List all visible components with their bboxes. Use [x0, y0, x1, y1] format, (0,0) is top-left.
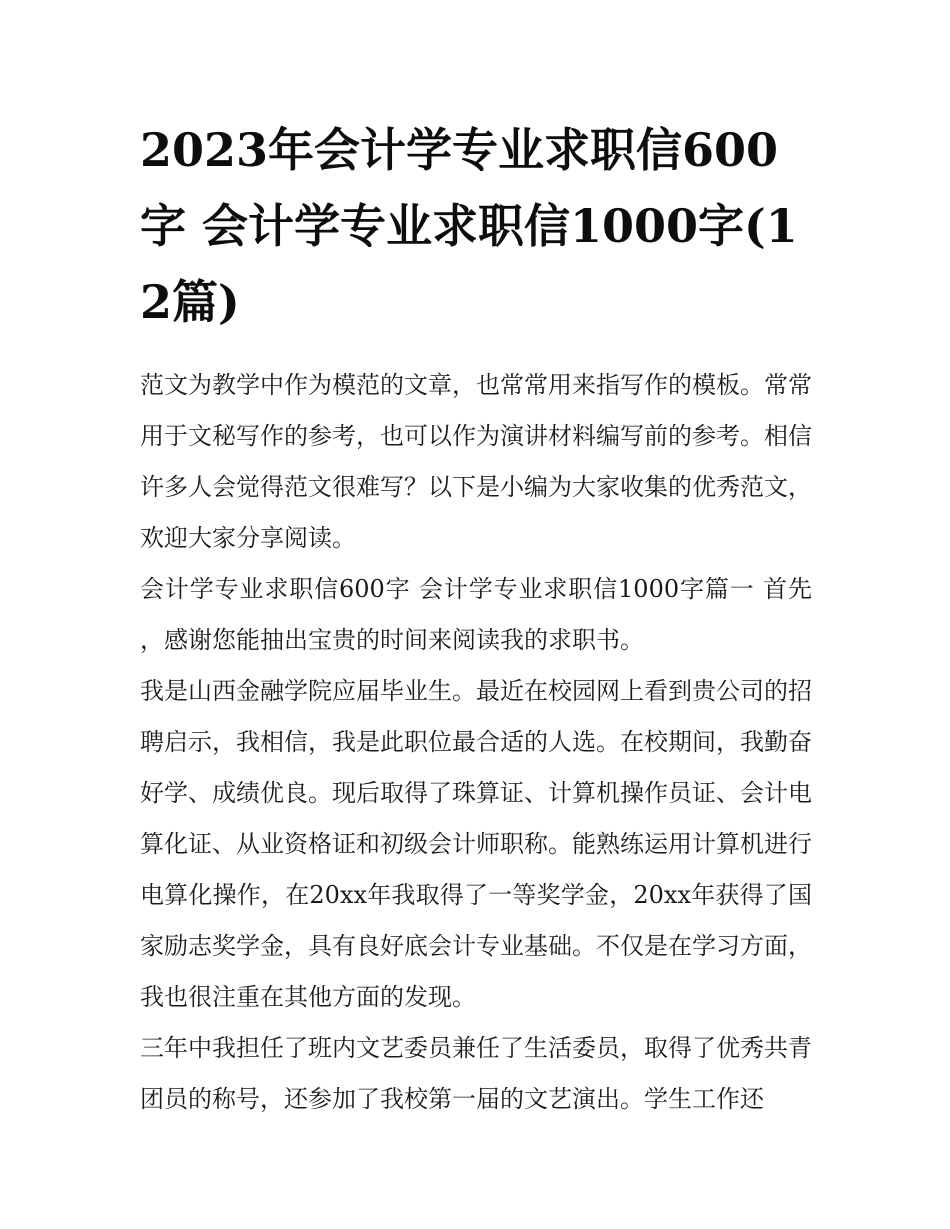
document-content	[140, 112, 812, 1125]
document-title: 2023年会计学专业求职信600字 会计学专业求职信1000字(12篇)	[140, 123, 798, 329]
paragraph-experience: 三年中我担任了班内文艺委员兼任了生活委员，取得了优秀共青团员的称号，还参加了我校第一届的文艺演出。学生工作还	[140, 1034, 812, 1113]
paragraph-opening: 会计学专业求职信600字 会计学专业求职信1000字篇一 首先，感谢您能抽出宝贵的时间来阅读我的求职书。	[140, 575, 812, 654]
paragraph-intro: 范文为教学中作为模范的文章，也常常用来指写作的模板。常常用于文秘写作的参考，也可以作为演讲材料编写前的参考。相信许多人会觉得范文很难写？以下是小编为大家收集的优秀范文，欢迎大家分享阅读。	[140, 371, 812, 552]
document-body	[140, 360, 812, 1125]
paragraph-background: 我是山西金融学院应届毕业生。最近在校园网上看到贵公司的招聘启示，我相信，我是此职位最合适的人选。在校期间，我勤奋好学、成绩优良。现后取得了珠算证、计算机操作员证、会计电算化证、从业资格证和初级会计师职称。能熟练运用计算机进行电算化操作，在20xx年我取得了一等奖学金，20xx年获得了国家励志奖学金，具有良好底会计专业基础。不仅是在学习方面，我也很注重在其他方面的发现。	[140, 677, 812, 1011]
